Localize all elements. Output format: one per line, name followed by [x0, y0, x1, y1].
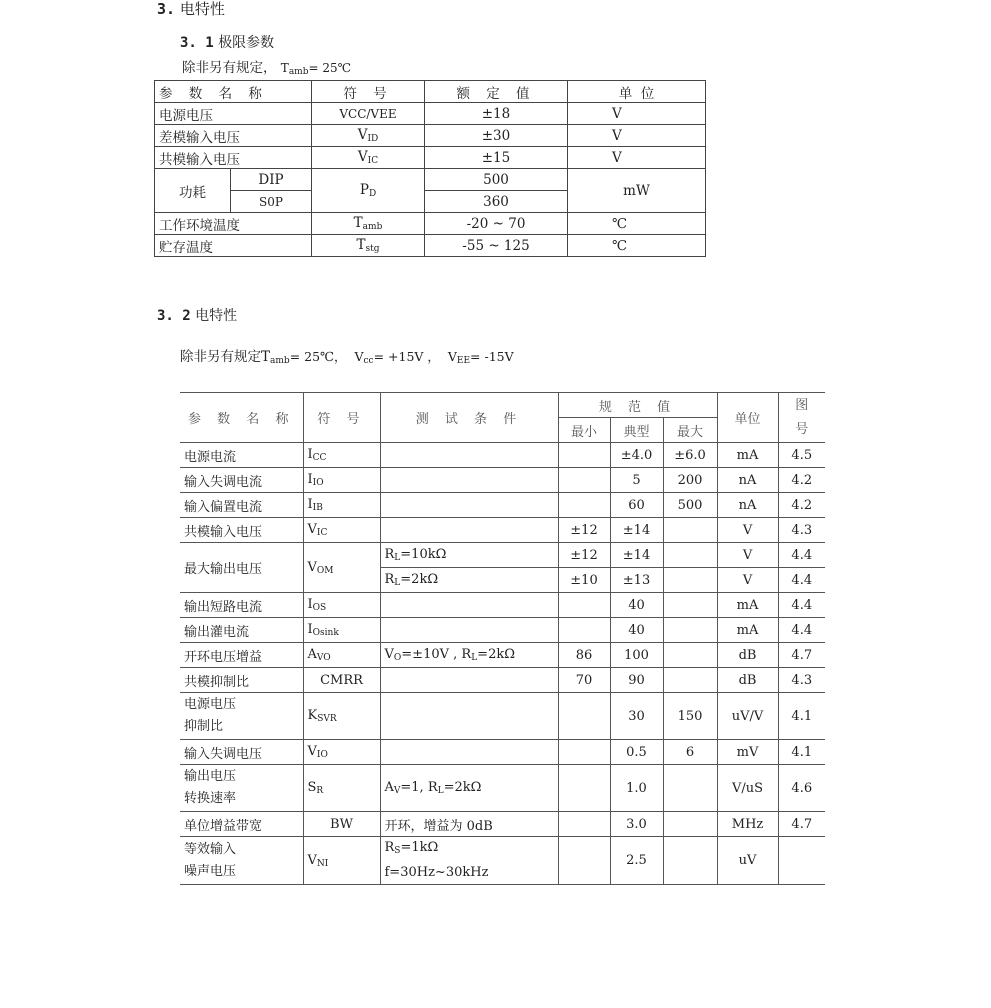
- param-name: 单位增益带宽: [180, 812, 303, 837]
- table-row: [180, 837, 825, 885]
- figure-ref: 4.4: [778, 618, 825, 643]
- spec-typ: 40: [610, 618, 663, 643]
- param-symbol: $V_{IC}$: [303, 518, 380, 543]
- unit: dB: [717, 668, 778, 693]
- spec-typ: 90: [610, 668, 663, 693]
- header-typ: 典型: [610, 418, 663, 443]
- unit: mA: [717, 593, 778, 618]
- figure-ref: 4.7: [778, 643, 825, 668]
- header-symbol: 符 号: [312, 81, 425, 103]
- table-row: [155, 103, 706, 125]
- figure-ref: 4.3: [778, 668, 825, 693]
- param-name: 电源电流: [180, 443, 303, 468]
- header-spec-value: 规 范 值: [558, 393, 717, 418]
- param-symbol: $S_R$: [303, 765, 380, 812]
- spec-min: [558, 837, 610, 885]
- param-name: 贮存温度: [155, 235, 312, 257]
- header-param-name: 参 数 名 称: [155, 81, 312, 103]
- test-condition: $A_V=1$, $R_L=2k\Omega$: [380, 765, 558, 812]
- unit: V: [717, 568, 778, 593]
- param-symbol: $V_{NI}$: [303, 837, 380, 885]
- spec-max: 150: [663, 693, 717, 740]
- spec-typ: 40: [610, 593, 663, 618]
- figure-ref: [778, 837, 825, 885]
- param-rating: ±30: [425, 125, 568, 147]
- table-row: [155, 147, 706, 169]
- param-name: 最大输出电压: [180, 543, 303, 593]
- unit: V: [717, 518, 778, 543]
- test-condition: $R_L=2k\Omega$: [380, 568, 558, 593]
- spec-typ: 30: [610, 693, 663, 740]
- unit: MHz: [717, 812, 778, 837]
- test-condition: [380, 693, 558, 740]
- unit: mV: [717, 740, 778, 765]
- spec-max: [663, 643, 717, 668]
- table-row: [180, 443, 825, 468]
- param-symbol: VCC/VEE: [312, 103, 425, 125]
- header-test-condition: 测 试 条 件: [380, 393, 558, 443]
- section-title: 电特性: [179, 0, 225, 18]
- figure-ref: 4.6: [778, 765, 825, 812]
- subsection-title: 极限参数: [218, 35, 275, 51]
- figure-ref: 4.4: [778, 568, 825, 593]
- spec-typ: ±14: [610, 543, 663, 568]
- spec-max: [663, 568, 717, 593]
- param-unit: V: [568, 125, 706, 147]
- param-symbol: $I_{Osink}$: [303, 618, 380, 643]
- spec-min: [558, 443, 610, 468]
- param-symbol: $V_{OM}$: [303, 543, 380, 593]
- table-row: [180, 668, 825, 693]
- table-row: [180, 693, 825, 740]
- note-prefix: 除非另有规定，: [182, 60, 277, 76]
- param-rating: ±15: [425, 147, 568, 169]
- spec-min: 70: [558, 668, 610, 693]
- param-rating: ±18: [425, 103, 568, 125]
- table-row: [155, 213, 706, 235]
- param-unit: ℃: [568, 213, 706, 235]
- note-tamb: $T_{amb}=$ 25℃: [280, 61, 352, 77]
- param-symbol: $A_{VO}$: [303, 643, 380, 668]
- spec-min: [558, 765, 610, 812]
- table-row: [180, 468, 825, 493]
- spec-max: 500: [663, 493, 717, 518]
- param-rating: -55 ~ 125: [425, 235, 568, 257]
- param-symbol: $V_{IO}$: [303, 740, 380, 765]
- param-name: 输出短路电流: [180, 593, 303, 618]
- figure-ref: 4.4: [778, 593, 825, 618]
- unit: V: [717, 543, 778, 568]
- param-rating: 500: [425, 169, 568, 191]
- header-unit: 单 位: [568, 81, 706, 103]
- spec-min: [558, 618, 610, 643]
- unit: mA: [717, 443, 778, 468]
- spec-max: [663, 543, 717, 568]
- test-condition: [380, 493, 558, 518]
- spec-max: 6: [663, 740, 717, 765]
- param-name: 共模抑制比: [180, 668, 303, 693]
- spec-min: [558, 812, 610, 837]
- spec-min: [558, 493, 610, 518]
- figure-ref: 4.2: [778, 493, 825, 518]
- unit: uV: [717, 837, 778, 885]
- spec-typ: 60: [610, 493, 663, 518]
- header-param-name: 参 数 名 称: [180, 393, 303, 443]
- spec-typ: 3.0: [610, 812, 663, 837]
- param-name: 输出灌电流: [180, 618, 303, 643]
- param-name: 等效输入 噪声电压: [180, 837, 303, 885]
- header-max: 最大: [663, 418, 717, 443]
- table-row: [180, 518, 825, 543]
- figure-ref: 4.2: [778, 468, 825, 493]
- section-number: 3.: [157, 0, 176, 18]
- table-row: [180, 493, 825, 518]
- table-row: [180, 765, 825, 812]
- param-symbol: $V_{IC}$: [312, 147, 425, 169]
- param-symbol: $I_{OS}$: [303, 593, 380, 618]
- figure-ref: 4.5: [778, 443, 825, 468]
- table-row: [155, 125, 706, 147]
- spec-typ: 2.5: [610, 837, 663, 885]
- figure-ref: 4.7: [778, 812, 825, 837]
- header-figure: 图 号: [778, 393, 825, 443]
- param-name: 输入偏置电流: [180, 493, 303, 518]
- spec-max: [663, 668, 717, 693]
- table-row: [180, 812, 825, 837]
- param-name: 共模输入电压: [155, 147, 312, 169]
- figure-ref: 4.1: [778, 740, 825, 765]
- table-row: [155, 235, 706, 257]
- param-symbol: $V_{ID}$: [312, 125, 425, 147]
- subsection-number: 3. 1: [180, 35, 214, 51]
- header-min: 最小: [558, 418, 610, 443]
- subsection-3-1-heading: [180, 32, 274, 52]
- param-name: 开环电压增益: [180, 643, 303, 668]
- spec-max: [663, 593, 717, 618]
- test-condition: [380, 468, 558, 493]
- test-condition: $R_S=1k\Omega$ f=30Hz~30kHz: [380, 837, 558, 885]
- param-name: 输入失调电流: [180, 468, 303, 493]
- condition-note-1: [182, 56, 351, 77]
- test-condition: [380, 618, 558, 643]
- param-unit: V: [568, 103, 706, 125]
- test-condition: [380, 593, 558, 618]
- header-symbol: 符 号: [303, 393, 380, 443]
- unit: mA: [717, 618, 778, 643]
- param-symbol: $T_{stg}$: [312, 235, 425, 257]
- param-rating: 360: [425, 191, 568, 213]
- spec-max: [663, 812, 717, 837]
- param-name: 工作环境温度: [155, 213, 312, 235]
- param-symbol: $I_{IB}$: [303, 493, 380, 518]
- spec-min: [558, 468, 610, 493]
- spec-min: ±12: [558, 518, 610, 543]
- spec-typ: ±14: [610, 518, 663, 543]
- test-condition: [380, 443, 558, 468]
- absolute-max-ratings-table: [154, 80, 706, 257]
- param-name: 功耗: [155, 169, 231, 213]
- param-symbol: $T_{amb}$: [312, 213, 425, 235]
- table-row: [180, 740, 825, 765]
- unit: V/uS: [717, 765, 778, 812]
- param-rating: -20 ~ 70: [425, 213, 568, 235]
- param-name: 电源电压 抑制比: [180, 693, 303, 740]
- figure-ref: 4.1: [778, 693, 825, 740]
- subsection-number: 3. 2: [157, 308, 191, 324]
- table-row: [180, 618, 825, 643]
- spec-min: 86: [558, 643, 610, 668]
- note-prefix: 除非另有规定T: [180, 349, 271, 365]
- header-rating: 额 定 值: [425, 81, 568, 103]
- spec-typ: 100: [610, 643, 663, 668]
- spec-typ: 1.0: [610, 765, 663, 812]
- figure-ref: 4.3: [778, 518, 825, 543]
- test-condition: $R_L=10k\Omega$: [380, 543, 558, 568]
- param-unit: V: [568, 147, 706, 169]
- spec-min: [558, 740, 610, 765]
- package-sop: S0P: [231, 191, 312, 213]
- table-row: [180, 543, 825, 568]
- spec-typ: 0.5: [610, 740, 663, 765]
- param-symbol: $I_{CC}$: [303, 443, 380, 468]
- param-symbol: $P_D$: [312, 169, 425, 213]
- test-condition: 开环，增益为 0dB: [380, 812, 558, 837]
- condition-note-2: 除非另有规定$T_{amb}=$ 25℃， $V_{cc}= +15V$ ， $V_{EE}= -15V$: [180, 349, 514, 366]
- param-name: 输入失调电压: [180, 740, 303, 765]
- table-row: [155, 169, 706, 191]
- package-dip: DIP: [231, 169, 312, 191]
- spec-typ: ±4.0: [610, 443, 663, 468]
- param-unit: ℃: [568, 235, 706, 257]
- spec-typ: ±13: [610, 568, 663, 593]
- test-condition: [380, 668, 558, 693]
- spec-min: ±12: [558, 543, 610, 568]
- unit: nA: [717, 493, 778, 518]
- param-name: 输出电压 转换速率: [180, 765, 303, 812]
- spec-max: [663, 837, 717, 885]
- param-symbol: $I_{IO}$: [303, 468, 380, 493]
- unit: dB: [717, 643, 778, 668]
- spec-min: ±10: [558, 568, 610, 593]
- param-name: 差模输入电压: [155, 125, 312, 147]
- param-name: 共模输入电压: [180, 518, 303, 543]
- spec-max: [663, 518, 717, 543]
- spec-max: [663, 618, 717, 643]
- electrical-characteristics-table: [180, 392, 825, 885]
- unit: nA: [717, 468, 778, 493]
- figure-ref: 4.4: [778, 543, 825, 568]
- spec-max: ±6.0: [663, 443, 717, 468]
- table-row: [180, 643, 825, 668]
- spec-min: [558, 693, 610, 740]
- param-name: 电源电压: [155, 103, 312, 125]
- test-condition: $V_O=\pm 10V$ , $R_L=2k\Omega$: [380, 643, 558, 668]
- section-3-heading: [157, 0, 225, 19]
- unit: uV/V: [717, 693, 778, 740]
- subsection-3-2-heading: [157, 305, 237, 325]
- param-symbol: CMRR: [303, 668, 380, 693]
- table-header-row: [155, 81, 706, 103]
- test-condition: [380, 518, 558, 543]
- table-row: [180, 593, 825, 618]
- spec-max: [663, 765, 717, 812]
- table-header-row: [180, 393, 825, 418]
- param-unit: mW: [568, 169, 706, 213]
- spec-max: 200: [663, 468, 717, 493]
- spec-min: [558, 593, 610, 618]
- subsection-title: 电特性: [195, 308, 238, 324]
- param-symbol: BW: [303, 812, 380, 837]
- param-symbol: $K_{SVR}$: [303, 693, 380, 740]
- header-unit: 单位: [717, 393, 778, 443]
- test-condition: [380, 740, 558, 765]
- spec-typ: 5: [610, 468, 663, 493]
